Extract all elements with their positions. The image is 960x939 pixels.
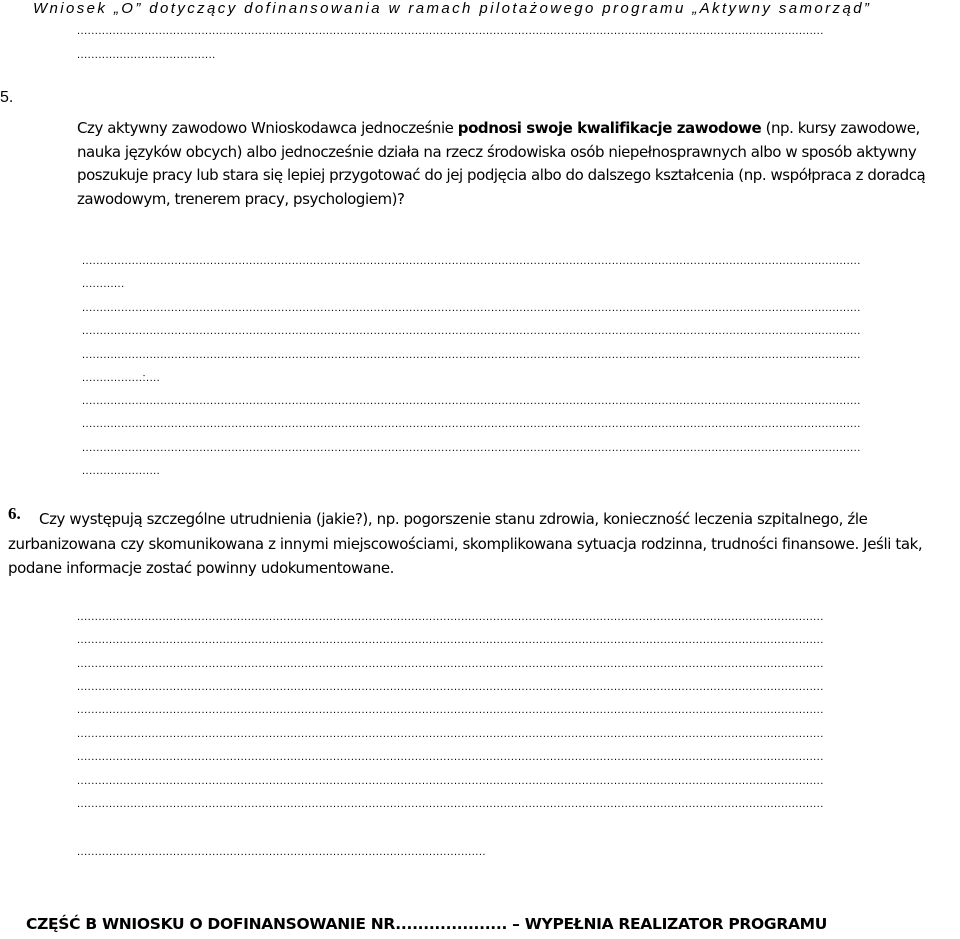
section-5-question-bold: podnosi swoje kwalifikacje zawodowe xyxy=(457,119,762,137)
answer-line[interactable]: .................................................................................................................................................................................................................. xyxy=(77,704,824,716)
section-6-question xyxy=(8,507,958,581)
answer-line[interactable]: ............ xyxy=(82,278,125,290)
answer-line[interactable]: .................................................................................................................................................................................................................. xyxy=(77,728,824,740)
header-dotted-line: ....................................... xyxy=(77,49,216,61)
answer-line[interactable]: ........................................................................................................................................................................................................................... xyxy=(82,349,861,361)
answer-line[interactable]: .................................................................................................................................................................................................................. xyxy=(77,611,824,623)
part-b-heading: CZĘŚĆ B WNIOSKU O DOFINANSOWANIE NR.................... – WYPEŁNIA REALIZATOR PROGRAMU xyxy=(26,915,828,933)
answer-line[interactable]: ................................................................................................................... xyxy=(77,846,486,858)
answer-line[interactable]: ...................... xyxy=(82,465,161,477)
answer-line[interactable]: .................................................................................................................................................................................................................. xyxy=(77,798,824,810)
answer-line[interactable]: ........................................................................................................................................................................................................................... xyxy=(82,325,861,337)
header-dotted-line: .................................................................................................................................................................................................................. xyxy=(77,25,824,37)
answer-line[interactable]: .................................................................................................................................................................................................................. xyxy=(77,634,824,646)
section-5-question-text: (np. kursy zawodowe, nauka języków obcych) albo jednocześnie działa na rzecz środowiska osób niepełnosprawnych albo w sposób aktywny poszukuje pracy lub stara się lepiej przygotować do jej podjęcia albo do dalszego kształcenia (np. współpraca z doradcą zawodowym, trenerem pracy, psychologiem)? xyxy=(77,119,926,208)
section-5-number: 5. xyxy=(0,89,14,106)
answer-line[interactable]: ........................................................................................................................................................................................................................... xyxy=(82,418,861,430)
answer-line[interactable]: .................:.... xyxy=(82,372,161,384)
answer-line[interactable]: ........................................................................................................................................................................................................................... xyxy=(82,302,861,314)
section-5-question xyxy=(77,117,960,211)
answer-line[interactable]: ........................................................................................................................................................................................................................... xyxy=(82,395,861,407)
answer-line[interactable]: ........................................................................................................................................................................................................................... xyxy=(82,255,861,267)
answer-line[interactable]: .................................................................................................................................................................................................................. xyxy=(77,658,824,670)
section-6-question-text: Czy występują szczególne utrudnienia (jakie?), np. pogorszenie stanu zdrowia, konieczność leczenia szpitalnego, źle zurbanizowana czy skomunikowana z innymi miejscowościami, skomplikowana sytuacja rodzinna, trudności finansowe. Jeśli tak, podane informacje zostać powinny udokumentowane. xyxy=(8,510,923,577)
document-header-title: Wniosek „O” dotyczący dofinansowania w ramach pilotażowego programu „Aktywny samorząd” xyxy=(33,0,872,17)
answer-line[interactable]: .................................................................................................................................................................................................................. xyxy=(77,751,824,763)
section-6-number: 6. xyxy=(8,504,21,523)
section-5-question-text: Czy aktywny zawodowo Wnioskodawca jednocześnie xyxy=(77,119,458,137)
answer-line[interactable]: ........................................................................................................................................................................................................................... xyxy=(82,442,861,454)
answer-line[interactable]: .................................................................................................................................................................................................................. xyxy=(77,775,824,787)
answer-line[interactable]: .................................................................................................................................................................................................................. xyxy=(77,681,824,693)
